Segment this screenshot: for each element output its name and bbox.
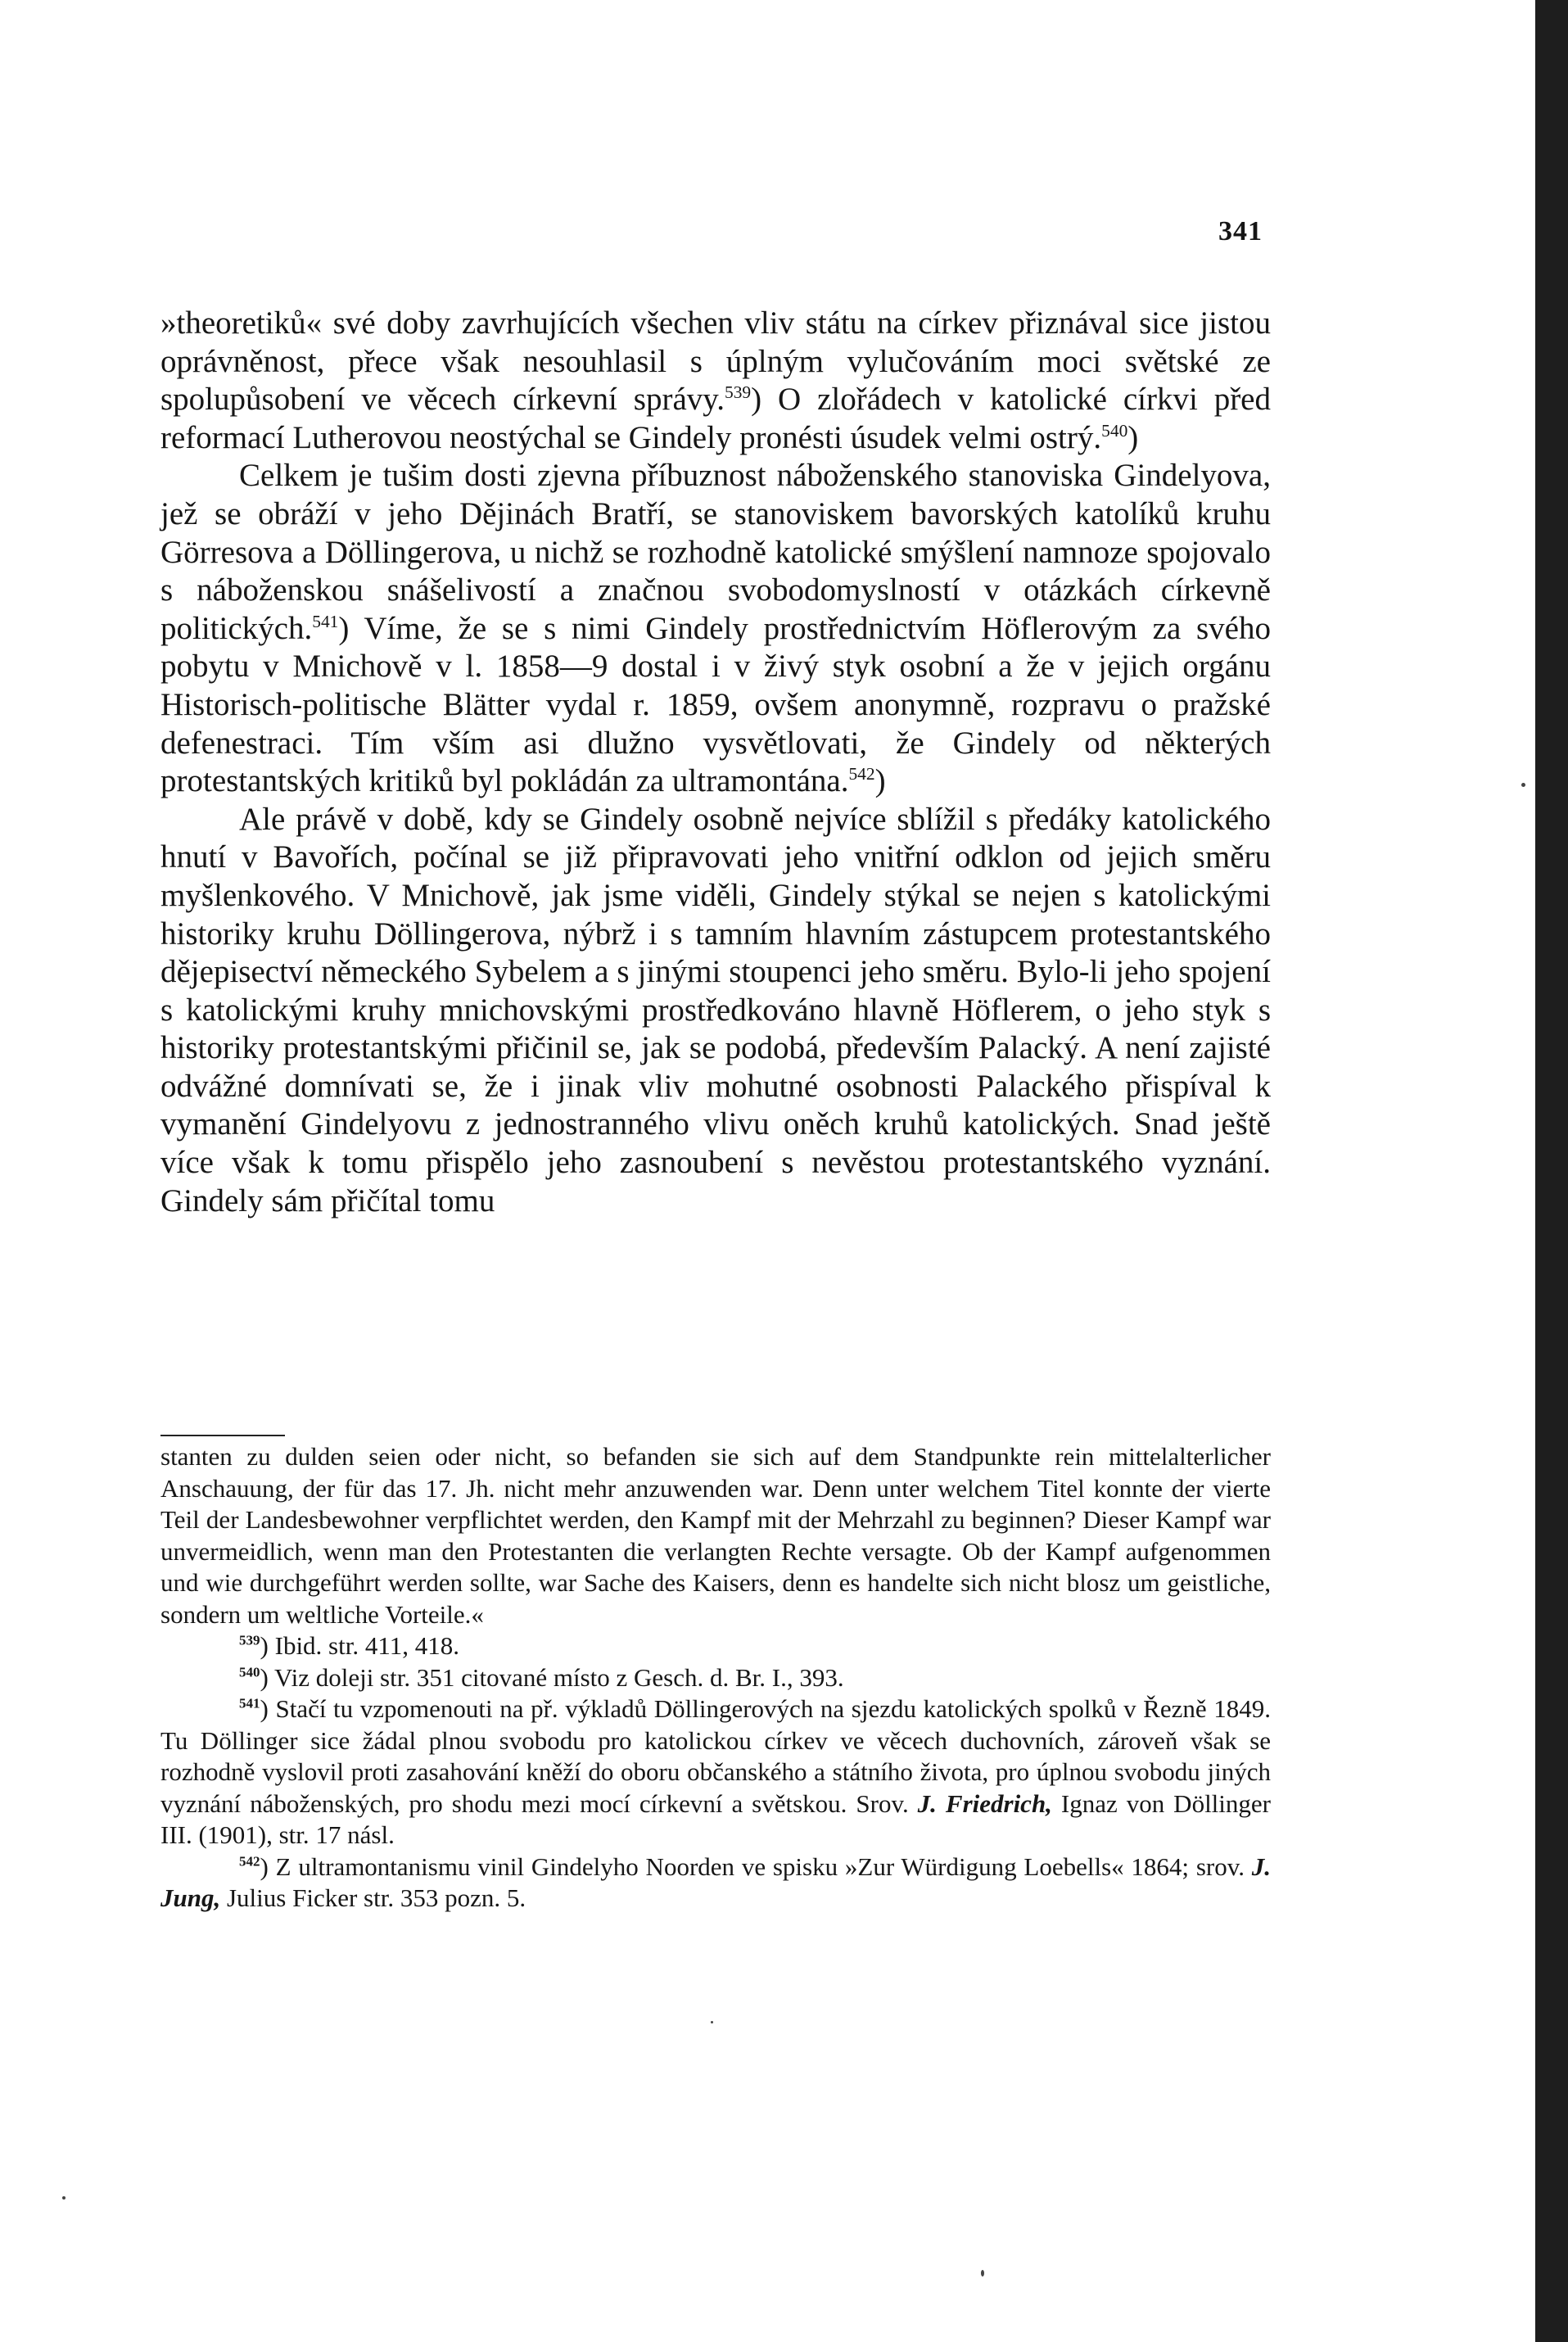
text-run: stanten zu dulden seien oder nicht, so befanden sie sich auf dem Standpunkte rein mittelalterlicher Anschauung, der für das 17. Jh. nicht mehr anzuwenden war. Denn unter welchem Titel konnte der vierte Teil der Landesbewohner verpflichtet werden, den Kampf mit der Mehrzahl zu beginnen? Dieser Kampf war unvermeidlich, wenn man den Protestanten die verlangten Rechte versagte. Ob der Kampf aufgenommen und wie durchgeführt werden sollte, war Sache des Kaisers, denn es handelte sich nicht blosz um geistliche, sondern um weltliche Vorteile.«	[160, 1442, 1271, 1629]
footnote-reference[interactable]: 542	[848, 764, 875, 784]
footnote-540	[160, 1662, 1271, 1694]
text-run: )	[874, 763, 886, 799]
footnote-reference[interactable]: 540	[1101, 420, 1128, 441]
footnote-reference[interactable]: 539	[724, 382, 752, 403]
page-number: 341	[1218, 216, 1263, 246]
footnotes	[160, 1441, 1271, 1915]
footnote-continuation	[160, 1441, 1271, 1630]
scan-edge	[1535, 0, 1568, 2342]
footnote-mark: 540	[239, 1664, 260, 1680]
scan-speck	[1521, 783, 1525, 787]
footnote-separator	[160, 1435, 285, 1436]
text-run: ) Z ultramontanismu vinil Gindelyho Noorden ve spisku »Zur Würdigung Loebells« 1864; srov.	[260, 1851, 1252, 1881]
footnote-mark: 539	[239, 1632, 260, 1648]
footnote-539	[160, 1630, 1271, 1662]
paragraph-2	[160, 457, 1271, 800]
scan-speck	[981, 2270, 984, 2276]
cited-author: J. Jung,	[160, 1851, 1271, 1912]
paragraph-1	[160, 305, 1271, 457]
footnote-541	[160, 1693, 1271, 1851]
scan-speck	[62, 2196, 66, 2200]
footnote-mark: 542	[239, 1853, 260, 1870]
text-run: ) Ibid. str. 411, 418.	[260, 1631, 459, 1660]
text-run: ) O zlořádech v katolické církvi před reformací Lutherovou neostýchal se Gindely pronésti úsudek velmi ostrý.	[160, 382, 1271, 455]
text-run: ) Viz doleji str. 351 citované místo z Gesch. d. Br. I., 393.	[260, 1662, 844, 1692]
text-run: Julius Ficker str. 353 pozn. 5.	[220, 1883, 526, 1912]
text-run: Celkem je tušim dosti zjevna příbuznost náboženského stanoviska Gindelyova, jež se obráží v jeho Dějinách Bratří, se stanoviskem bavorských katolíků kruhu Görresova a Döllingerova, u nichž se rozhodně katolické smýšlení namnoze spojovalo s náboženskou snášelivostí a značnou svobodomyslností v otázkách církevně politických.	[160, 458, 1271, 646]
footnote-mark: 541	[239, 1695, 260, 1711]
cited-author: J. Friedrich,	[917, 1788, 1052, 1818]
text-run: )	[1127, 419, 1139, 455]
paragraph-3	[160, 801, 1271, 1221]
text-run: Ale právě v době, kdy se Gindely osobně nejvíce sblížil s předáky katolického hnutí v Bavořích, počínal se již připravovati jeho vnitřní odklon od jejich směru myšlenkového. V Mnichově, jak jsme viděli, Gindely stýkal se nejen s katolickými historiky kruhu Döllingerova, nýbrž i s tamním hlavním zástupcem protestantského dějepisectví německého Sybelem a s jinými stoupenci jeho směru. Bylo-li jeho spojení s katolickými kruhy mnichovskými prostředkováno hlavně Höflerem, o jeho styk s historiky protestantskými přičinil se, jak se podobá, především Palacký. A není zajisté odvážné domnívati se, že i jinak vliv mohutné osobnosti Palackého přispíval k vymanění Gindelyovu z jednostranného vlivu oněch kruhů katolických. Snad ještě více však k tomu přispělo jeho zasnoubení s nevěstou protestantského vyznání. Gindely sám přičítal tomu	[160, 801, 1271, 1218]
text-run: ) Víme, že se s nimi Gindely prostřednictvím Höflerovým za svého pobytu v Mnichově v l. 1858—9 dostal i v živý styk osobní a že v jejich orgánu Historisch-politische Blätter vydal r. 1859, ovšem anonymně, rozpravu o pražské defenestraci. Tím vším asi dlužno vysvětlovati, že Gindely od některých protestantských kritiků byl pokládán za ultramontána.	[160, 610, 1271, 799]
scan-speck	[711, 2021, 713, 2023]
footnote-542	[160, 1851, 1271, 1915]
main-text	[160, 305, 1271, 1220]
text-run: »theoretiků« své doby zavrhujících všechen vliv státu na církev přiznával sice jistou oprávněnost, přece však nesouhlasil s úplným vylučováním moci světské ze spolupůsobení ve věcech církevní správy.	[160, 305, 1271, 418]
text-run: ) Stačí tu vzpomenouti na př. výkladů Döllingerových na sjezdu katolických spolků v Řezně 1849. Tu Döllinger sice žádal plnou svobodu pro katolickou církev ve věcech duchovních, zároveň však se rozhodně vyslovil proti zasahování kněží do oboru občanského a státního života, pro úplnou svobodu jiných vyznání náboženských, pro shodu mezi mocí církevní a světskou. Srov.	[160, 1694, 1271, 1818]
footnote-reference[interactable]: 541	[312, 611, 339, 631]
text-run: Ignaz von Döllinger III. (1901), str. 17 násl.	[160, 1788, 1271, 1849]
